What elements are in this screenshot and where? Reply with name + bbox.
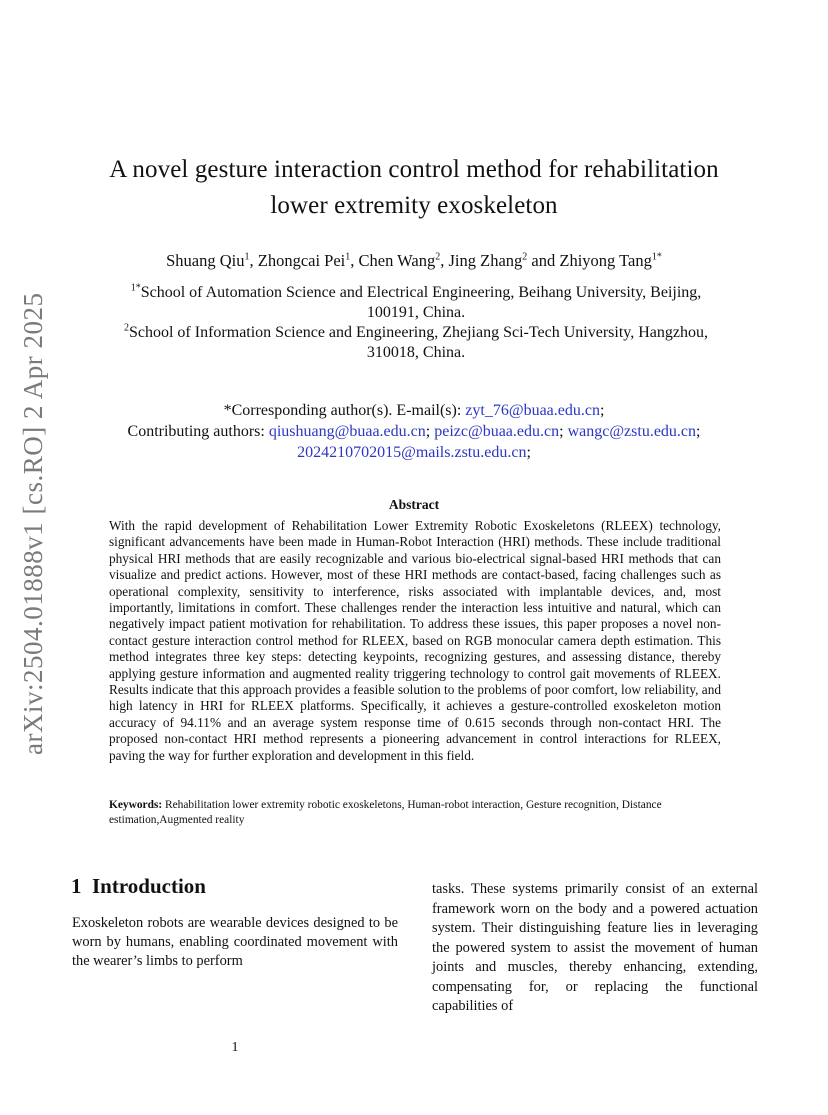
arxiv-side-stamp (18, 240, 48, 755)
author-affil-mark: 1 (244, 251, 250, 263)
author-affil-mark: 1* (651, 251, 662, 263)
section-heading (71, 874, 206, 899)
affiliation-mark: 1* (130, 282, 141, 294)
section-title: Introduction (92, 874, 206, 898)
keywords-block (109, 798, 721, 828)
corresponding-email-link[interactable]: zyt_76@buaa.edu.cn (465, 402, 600, 419)
contributor-email-link[interactable]: wangc@zstu.edu.cn (567, 423, 697, 440)
abstract-heading: Abstract (388, 497, 440, 512)
correspondence-block: *Corresponding author(s). E-mail(s): zyt_76@buaa.edu.cn; Contributing authors: qiushuang@buaa.edu.cn; peizc@buaa.edu.cn; wangc@zstu.edu.cn; 2024210702015@mails.zstu.edu.cn; (127, 402, 701, 461)
keywords-text: Rehabilitation lower extremity robotic exoskeletons, Human-robot interaction, Gesture recognition, Distance estimation,Augmented reality (109, 799, 662, 826)
author-name: Chen Wang (358, 251, 436, 270)
body-text-right-column: tasks. These systems primarily consist of an external framework worn on the body and a powered actuation system. Their distinguishing feature lies in leveraging the powered system to assist the movement of human joints and muscles, thereby enhancing, extending, compensating for, or replacing the functional capabilities of (432, 881, 758, 1014)
contributing-label: Contributing authors: (127, 423, 269, 440)
arxiv-identifier: arXiv:2504.01888v1 [cs.RO] 2 Apr 2025 (18, 292, 48, 755)
affiliation-line: School of Automation Science and Electrical Engineering, Beihang University, Beijing, (140, 284, 702, 301)
affiliation-line: 310018, China. (366, 344, 466, 361)
author-name: Shuang Qiu (166, 251, 245, 270)
title-line-2: lower extremity exoskeleton (270, 192, 558, 219)
affiliation-line: 100191, China. (366, 304, 466, 321)
author-name: Zhongcai Pei (257, 251, 346, 270)
keywords-label: Keywords: (109, 799, 163, 811)
body-text-left-column: Exoskeleton robots are wearable devices designed to be worn by humans, enabling coordinated movement with the wearer’s limbs to perform (72, 915, 398, 969)
contributor-email-link[interactable]: qiushuang@buaa.edu.cn (268, 423, 426, 440)
title-line-1: A novel gesture interaction control method for rehabilitation (109, 156, 719, 183)
author-name: Jing Zhang (448, 251, 523, 270)
contributor-email-link[interactable]: peizc@buaa.edu.cn (434, 423, 560, 440)
author-affil-mark: 2 (435, 251, 441, 263)
affiliation-line: School of Information Science and Engineering, Zhejiang Sci-Tech University, Hangzhou, (128, 324, 708, 341)
author-affil-mark: 1 (345, 251, 351, 263)
affiliation-2 (90, 323, 742, 363)
author-list: Shuang Qiu$^1$, Zhongcai Pei$^1$, Chen Wang$^2$, Jing Zhang$^2$ and Zhiyong Tang$^{1*}$ (166, 251, 662, 270)
contributor-email-link[interactable]: 2024210702015@mails.zstu.edu.cn (297, 444, 527, 461)
page-number: 1 (231, 1040, 239, 1055)
section-number: 1 (71, 874, 82, 898)
paper-title (70, 152, 758, 224)
author-name: Zhiyong Tang (559, 251, 652, 270)
abstract-text: With the rapid development of Rehabilitation Lower Extremity Robotic Exoskeletons (RLEEX) technology, significant advancements have been made in Human-Robot Interaction (HRI) methods. These include traditional physical HRI methods that are easily recognizable and various bio-electrical signal-based HRI methods that can visualize and predict actions. However, most of these HRI methods are contact-based, facing challenges such as operational complexity, sensitivity to interference, risks associated with implantable devices, and, most importantly, limitations in comfort. These challenges render the interaction less intuitive and natural, which can negatively impact patient motivation for rehabilitation. To address these issues, this paper proposes a novel non-contact gesture interaction control method for RLEEX, based on RGB monocular camera depth estimation. This method integrates three key steps: detecting keypoints, recognizing gestures, and assessing distance, thereby applying gesture information and augmented reality triggering technology to control gait movements of RLEEX. Results indicate that this approach provides a feasible solution to the problems of poor comfort, low reliability, and high latency in HRI for RLEEX platforms. Specifically, it achieves a gesture-controlled exoskeleton motion accuracy of 94.11% and an average system response time of 0.615 seconds through non-contact HRI. The proposed non-contact HRI method represents a pioneering advancement in control interactions for RLEEX, paving the way for further exploration and development in this field. (109, 518, 721, 763)
affiliation-1 (90, 283, 742, 323)
corresponding-label: *Corresponding author(s). E-mail(s): (223, 402, 466, 419)
author-affil-mark: 2 (522, 251, 528, 263)
affiliation-mark: 2 (123, 322, 129, 334)
